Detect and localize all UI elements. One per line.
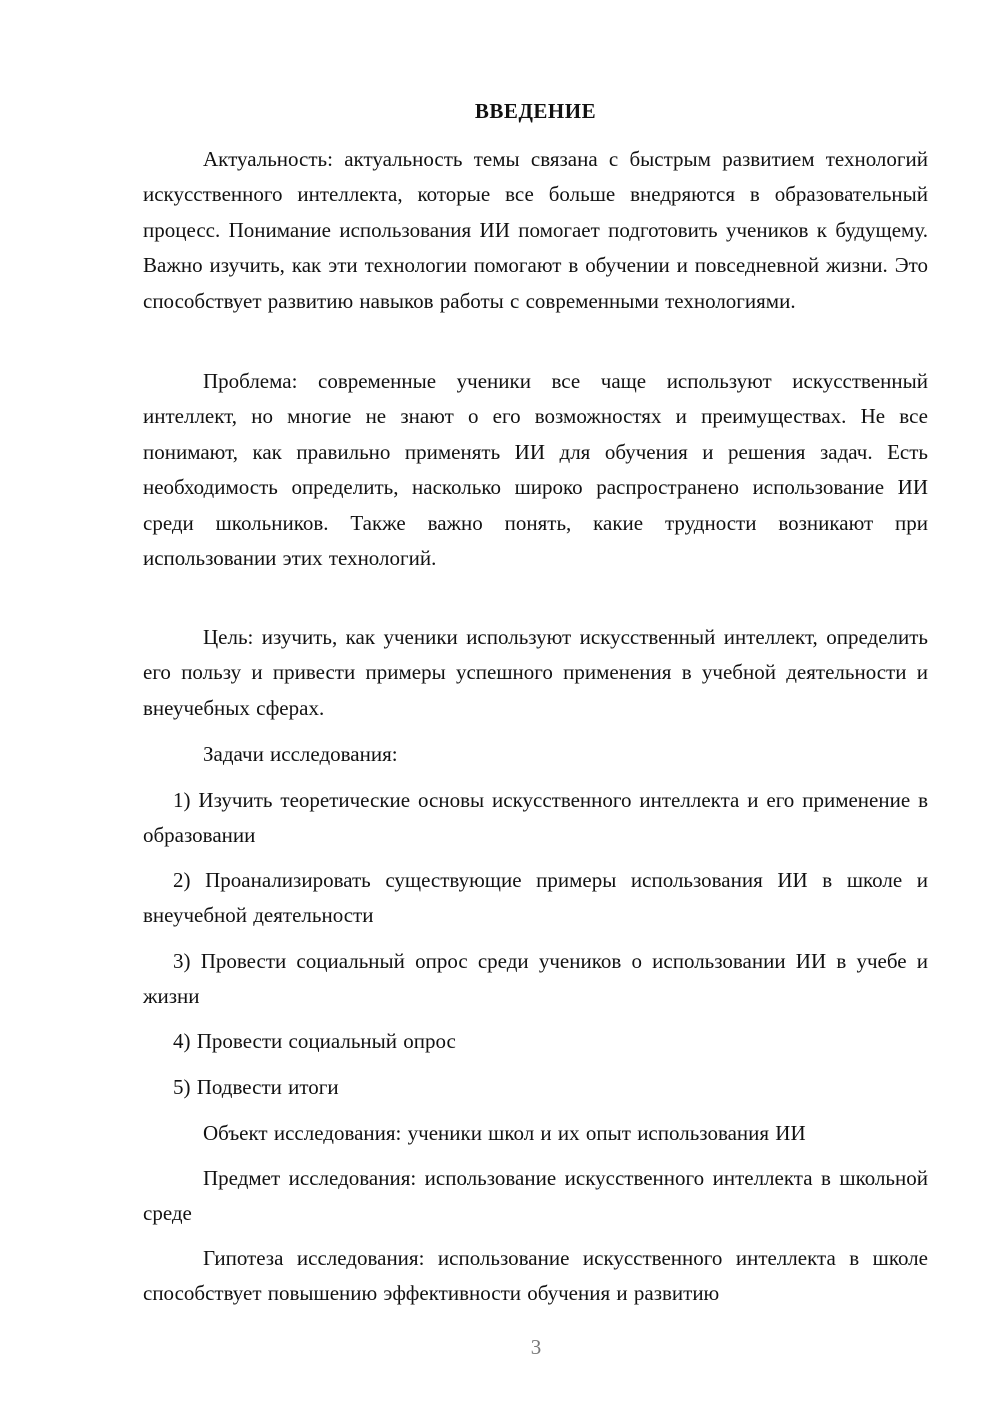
paragraph-problem: Проблема: современные ученики все чаще используют искусственный интеллект, но многие не знают о его возможностях и преимуществах. Не все понимают, как правильно применять ИИ для обучения и решения задач. Есть необходимость определить, насколько широко распространено использование ИИ среди школьников. Также важно понять, какие трудности возникают при использовании этих технологий.: [143, 369, 928, 571]
paragraph-goal: Цель: изучить, как ученики используют искусственный интеллект, определить его пользу и привести примеры успешного применения в учебной деятельности и внеучебных сферах.: [143, 625, 928, 720]
page-number: 3: [530, 1335, 542, 1359]
task-item-1: 1) Изучить теоретические основы искусственного интеллекта и его применение в образовании: [143, 788, 928, 848]
paragraph-tasks-heading: Задачи исследования:: [203, 742, 398, 766]
task-item-3: 3) Провести социальный опрос среди учеников о использовании ИИ в учебе и жизни: [143, 949, 928, 1009]
paragraph-subject: Предмет исследования: использование искусственного интеллекта в школьной среде: [143, 1166, 928, 1226]
paragraph-relevance: Актуальность: актуальность темы связана с быстрым развитием технологий искусственного интеллекта, которые все больше внедряются в образовательный процесс. Понимание использования ИИ помогает подготовить учеников к будущему. Важно изучить, как эти технологии помогают в обучении и повседневной жизни. Это способствует развитию навыков работы с современными технологиями.: [143, 147, 928, 313]
page-title: ВВЕДЕНИЕ: [474, 99, 597, 123]
task-item-2: 2) Проанализировать существующие примеры использования ИИ в школе и внеучебной деятельности: [143, 868, 928, 928]
task-item-4: 4) Провести социальный опрос: [173, 1029, 456, 1053]
task-item-5: 5) Подвести итоги: [173, 1075, 339, 1099]
paragraph-object: Объект исследования: ученики школ и их опыт использования ИИ: [203, 1121, 806, 1145]
paragraph-hypothesis: Гипотеза исследования: использование искусственного интеллекта в школе способствует повышению эффективности обучения и развитию: [143, 1246, 928, 1306]
